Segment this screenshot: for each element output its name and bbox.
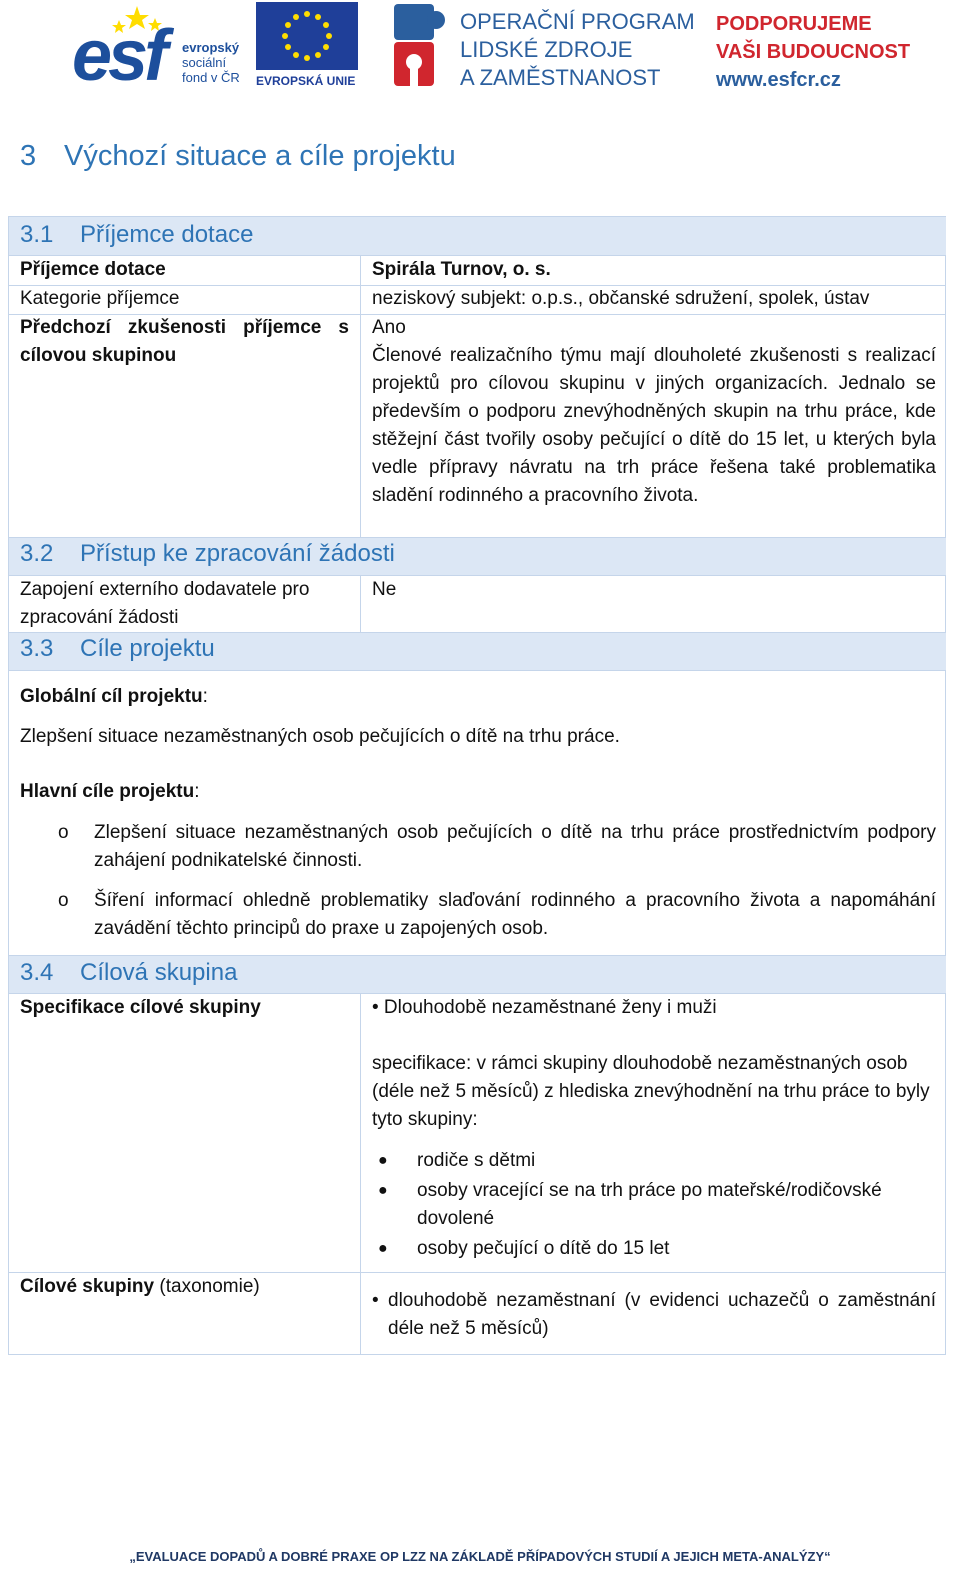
- op-lzz-logo: [390, 0, 700, 92]
- global-goal-label: Globální cíl projektu: [20, 686, 203, 707]
- op-title-line: OPERAČNÍ PROGRAM: [460, 9, 695, 34]
- section-number: 3.4: [20, 959, 54, 986]
- global-goal-heading: Globální cíl projektu:: [20, 686, 208, 707]
- op-title-line: A ZAMĚSTNANOST: [460, 65, 661, 90]
- target-groups-list: [372, 1147, 936, 1265]
- bullet-icon: ●: [378, 1152, 388, 1169]
- recipient-label: Příjemce dotace: [20, 259, 166, 280]
- recipient-category-value: neziskový subjekt: o.p.s., občanské sdružení, spolek, ústav: [372, 288, 870, 309]
- external-supplier-label: Zapojení externího dodavatele pro zpracování žádosti: [20, 579, 310, 628]
- chapter-title-text: Výchozí situace a cíle projektu: [64, 140, 456, 172]
- section-title: Přístup ke zpracování žádosti: [80, 540, 395, 567]
- slogan-line: PODPORUJEME: [716, 13, 872, 35]
- column-divider: [360, 576, 361, 632]
- slogan-line: VAŠI BUDOUCNOST: [716, 41, 911, 63]
- experience-answer: Ano: [372, 317, 406, 338]
- section-heading-3-2: [20, 540, 395, 568]
- target-group-text: rodiče s dětmi: [417, 1150, 536, 1171]
- taxonomy-label-rest: (taxonomie): [159, 1276, 260, 1297]
- section-title: Příjemce dotace: [80, 221, 254, 248]
- esf-url-link[interactable]: www.esfcr.cz: [716, 69, 841, 91]
- header-logos: [0, 0, 960, 100]
- eu-flag-icon: [256, 2, 358, 70]
- section-heading-3-3: [20, 635, 215, 663]
- target-group-text: osoby vracející se na trh práce po mateřské/rodičovské dovolené: [417, 1180, 882, 1229]
- taxonomy-label: [20, 1273, 260, 1301]
- external-supplier-value: Ne: [372, 579, 397, 600]
- recipient-value: Spirála Turnov, o. s.: [372, 259, 551, 280]
- column-divider: [360, 994, 361, 1355]
- taxonomy-bullet: •: [372, 1290, 379, 1311]
- esf-caption-line: evropský: [182, 40, 240, 55]
- target-group-text: osoby pečující o dítě do 15 let: [417, 1238, 670, 1259]
- main-goals-heading: Hlavní cíle projektu:: [20, 781, 200, 802]
- target-group-item: [372, 1147, 936, 1175]
- main-goal-text: Šíření informací ohledně problematiky slaďování rodinného a pracovního života a napomáhání zavádění těchto principů do praxe u zapojených osob.: [94, 890, 936, 939]
- list-marker: o: [58, 822, 69, 843]
- recipient-category-label: Kategorie příjemce: [20, 288, 180, 309]
- op-title: [460, 8, 695, 92]
- support-slogan: [716, 10, 910, 94]
- target-group-item: [372, 1177, 936, 1233]
- target-spec-first: • Dlouhodobě nezaměstnané ženy i muži: [372, 997, 717, 1018]
- section-number: 3.1: [20, 221, 54, 248]
- esf-caption-line: fond v ČR: [182, 70, 240, 85]
- chapter-title: [20, 140, 456, 173]
- esf-caption: [182, 40, 240, 85]
- eu-caption: EVROPSKÁ UNIE: [256, 74, 356, 88]
- op-puzzle-icon: [390, 2, 450, 88]
- experience-detail: Členové realizačního týmu mají dlouholeté zkušenosti s realizací projektů pro cílovou skupinu v jiných organizacích. Jednalo se především o podporu znevýhodněných skupin na trhu práce, kde stěžejní část tvořily osoby pečující o dítě do 15 let, u kterých byla vedle přípravy návratu na trh práce řešena také problematika sladění rodinného a pracovního života.: [372, 345, 936, 506]
- taxonomy-label-bold: Cílové skupiny: [20, 1276, 155, 1297]
- main-goals-label: Hlavní cíle projektu: [20, 781, 195, 802]
- section-title: Cílová skupina: [80, 959, 238, 986]
- section-number: 3.2: [20, 540, 54, 567]
- target-spec-text: specifikace: v rámci skupiny dlouhodobě nezaměstnaných osob (déle než 5 měsíců) z hlediska znevýhodnění na trhu práce to byly tyto skupiny:: [372, 1053, 930, 1130]
- taxonomy-value: dlouhodobě nezaměstnaní (v evidenci uchazečů o zaměstnání déle než 5 měsíců): [388, 1290, 936, 1339]
- global-goal-text: Zlepšení situace nezaměstnaných osob pečujících o dítě na trhu práce.: [20, 726, 620, 747]
- section-number: 3.3: [20, 635, 54, 662]
- bullet-icon: ●: [378, 1240, 388, 1257]
- column-divider: [360, 256, 361, 537]
- target-spec-label: Specifikace cílové skupiny: [20, 997, 261, 1018]
- esf-caption-line: sociální: [182, 55, 227, 70]
- esf-wordmark: esf: [72, 16, 165, 96]
- section-heading-3-4: [20, 959, 237, 987]
- op-title-line: LIDSKÉ ZDROJE: [460, 37, 633, 62]
- eu-logo: [256, 2, 358, 90]
- bullet-icon: ●: [378, 1182, 388, 1199]
- page-footer: „EVALUACE DOPADŮ A DOBRÉ PRAXE OP LZZ NA ZÁKLADĚ PŘÍPADOVÝCH STUDIÍ A JEJICH META-ANALÝZY“: [129, 1549, 831, 1564]
- main-goal-item: [20, 887, 936, 943]
- esf-logo: [72, 2, 252, 96]
- list-marker: o: [58, 890, 69, 911]
- experience-label: Předchozí zkušenosti příjemce s cílovou skupinou: [20, 317, 349, 366]
- main-goals-list: [20, 819, 936, 955]
- section-heading-3-1: [20, 221, 253, 249]
- main-goal-item: [20, 819, 936, 875]
- main-goal-text: Zlepšení situace nezaměstnaných osob pečujících o dítě na trhu práce prostřednictvím podpory zahájení podnikatelské činnosti.: [94, 822, 936, 871]
- section-title: Cíle projektu: [80, 635, 215, 662]
- target-group-item: [372, 1235, 936, 1263]
- chapter-number: 3: [20, 140, 37, 172]
